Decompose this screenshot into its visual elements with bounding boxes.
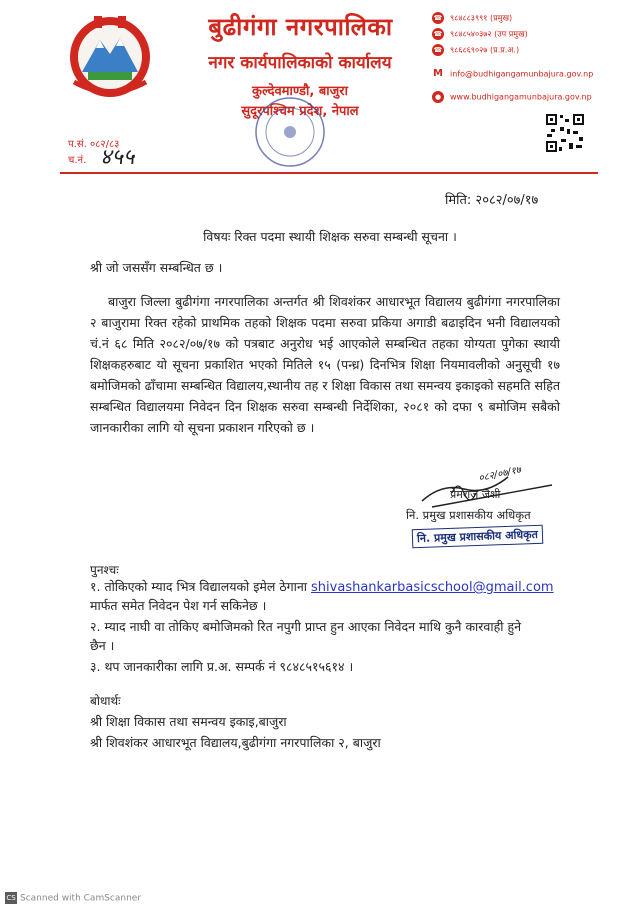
phone-icon: ☎ — [433, 30, 443, 38]
phone-icon: ☎ — [433, 46, 443, 54]
office-seal-stamp — [250, 92, 330, 172]
cc-line-2: श्री शिवशंकर आधारभूत विद्यालय,बुढीगंगा नगरपालिका २, बाजुरा — [90, 735, 381, 750]
postscript-item-3: ३. थप जानकारीका लागि प्र.अ. सम्पर्क नं ९८४८५१५६१४ । — [90, 659, 354, 674]
ref-number-handwritten: ४५५ — [100, 145, 135, 170]
letter-addressee: श्री जो जससँग सम्बन्धित छ । — [90, 260, 223, 275]
letter-date: मिति: २०८२/०७/१७ — [445, 193, 539, 208]
contact-phone-2: ☎ ९८४८५४०३७२ (उप प्रमुख) — [433, 29, 528, 39]
nepal-emblem-logo — [60, 12, 160, 102]
watermark-text: Scanned with CamScanner — [20, 893, 142, 904]
ref-number-label: च.नं. — [68, 155, 87, 166]
signatory-designation: नि. प्रमुख प्रशासकीय अधिकृत — [406, 508, 531, 522]
designation-stamp: नि. प्रमुख प्रशासकीय अधिकृत — [412, 525, 543, 549]
globe-icon: ● — [432, 91, 444, 103]
signature-date: ०८२/०७/१७ — [477, 464, 523, 485]
header-divider — [60, 172, 598, 174]
postscript-item-1 — [90, 578, 554, 595]
postscript-item-2-cont: छैन । — [90, 638, 115, 653]
postscript-item-1-text: १. तोकिएको म्याद भित्र विद्यालयको इमेल ठेगाना — [90, 579, 308, 594]
ref-fiscal-year: प.सं. ०८२/८३ — [68, 139, 120, 150]
contact-website: ● www.budhigangamunbajura.gov.np — [432, 91, 592, 103]
mail-icon: M — [433, 68, 443, 79]
contact-email: M info@budhigangamunbajura.gov.np — [433, 68, 594, 79]
letter-subject: विषयः रिक्त पदमा स्थायी शिक्षक सरुवा सम्बन्धी सूचना । — [203, 229, 457, 244]
postscript-heading: पुनश्चः — [90, 563, 119, 577]
address-line-1: कुल्देवमाण्डौ, बाजुरा — [252, 84, 348, 99]
org-name: बुढीगंगा नगरपालिका — [208, 13, 393, 41]
contact-phone-1: ☎ ९८४८८३९९१ (प्रमुख) — [433, 13, 513, 23]
scanner-watermark — [5, 892, 141, 904]
contact-phone-3: ☎ ९८६८६९०२७ (प्र.प्र.अ.) — [433, 45, 520, 55]
phone-icon: ☎ — [433, 14, 443, 22]
cc-heading: बोधार्थः — [90, 694, 121, 708]
address-line-2: सुदूरपश्चिम प्रदेश, नेपाल — [241, 104, 359, 119]
postscript-item-2: २. म्याद नाघी वा तोकिए बमोजिमको रित नपुगी प्राप्त हुन आएका निवेदन माथि कुनै कारवाही हुने — [90, 619, 522, 634]
camscanner-icon: CS — [6, 894, 16, 902]
postscript-item-1-cont: मार्फत समेत निवेदन पेश गर्न सकिनेछ । — [90, 598, 267, 613]
qr-code — [545, 113, 585, 153]
letter-body: बाजुरा जिल्ला बुढीगंगा नगरपालिका अन्तर्गत श्री शिवशंकर आधारभूत विद्यालय बुढीगंगा नगरपालिका २ बाजुरामा रिक्त रहेको प्राथमिक तहको शिक्षक पदमा सरुवा प्रकिया अगाडी बढाइदिन भनी विद्यालयको चं.नं ६८ मिति २०८२/०७/१७ को पत्रबाट अनुरोध भई आएकोले सम्बन्धित तहका योग्यता पुगेका स्थायी शिक्षकहरुबाट यो सूचना प्रकाशित भएको मितिले १५ (पन्ध्र) दिनभित्र शिक्षा नियमावलीको अनुसूची १७ बमोजिमको ढाँचामा सम्बन्धित विद्यालय,स्थानीय तह र शिक्षा विकास तथा समन्वय इकाइको सहमति सहित सम्बन्धित विद्यालयमा निवेदन दिन शिक्षक सरुवा सम्बन्धी निर्देशिका, २०८१ को दफा ९ बमोजिम सबैको जानकारीका लागि यो सूचना प्रकाशन गरिएको छ । — [90, 294, 560, 435]
school-email-link[interactable]: shivashankarbasicschool@gmail.com — [311, 580, 554, 595]
cc-line-1: श्री शिक्षा विकास तथा समन्वय इकाइ,बाजुरा — [90, 714, 287, 729]
signatory-name: प्रेमराज जैशी — [450, 488, 501, 501]
office-name: नगर कार्यपालिकाको कार्यालय — [208, 53, 392, 73]
